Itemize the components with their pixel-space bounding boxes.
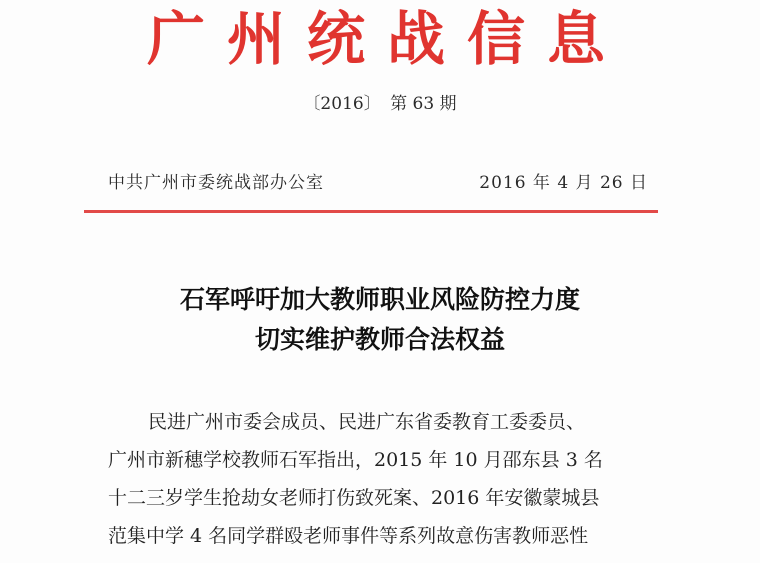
- red-divider: [84, 210, 658, 213]
- body-line: 广州市新穗学校教师石军指出，2015 年 10 月邵东县 3 名: [108, 449, 603, 471]
- article-title: [0, 280, 760, 360]
- article-title-line-2: 切实维护教师合法权益: [254, 325, 505, 354]
- issue-line: [0, 92, 760, 116]
- masthead-title: 广州统战信息: [146, 5, 627, 73]
- issuer-row: [108, 170, 648, 196]
- body-line: 范集中学 4 名同学群殴老师事件等系列故意伤害教师恶性: [108, 525, 589, 547]
- body-line: 十二三岁学生抢劫女老师打伤致死案、2016 年安徽蒙城县: [108, 487, 600, 509]
- issuing-office: 中共广州市委统战部办公室: [108, 173, 324, 193]
- issue-date: 2016 年 4 月 26 日: [479, 173, 648, 193]
- issue-number: 第 63 期: [390, 94, 457, 114]
- body-line: 民进广州市委会成员、民进广东省委教育工委委员、: [148, 411, 586, 433]
- issue-year: 〔2016〕: [303, 94, 381, 114]
- article-title-line-1: 石军呼吁加大教师职业风险防控力度: [179, 285, 580, 314]
- article-body: [108, 403, 648, 555]
